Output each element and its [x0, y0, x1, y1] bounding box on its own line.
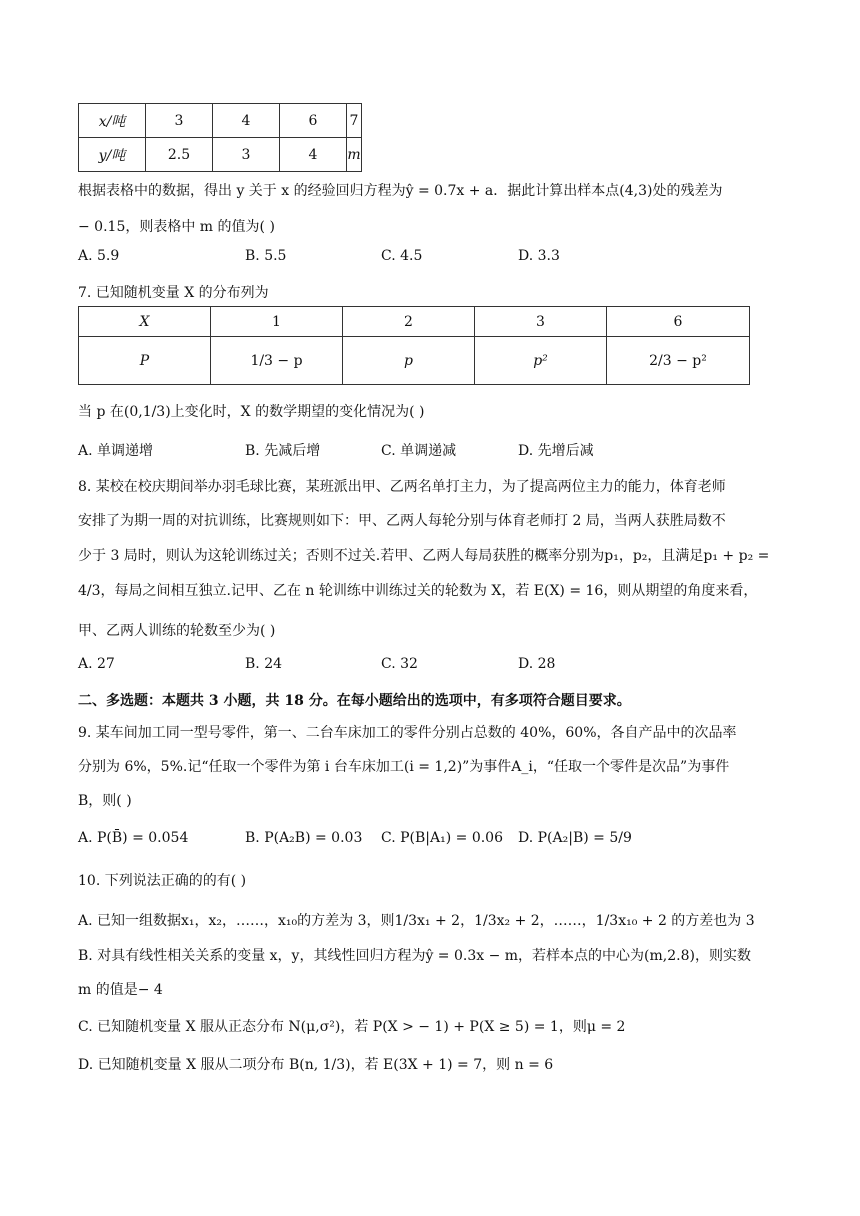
q8-line1: 8. 某校在校庆期间举办羽毛球比赛，某班派出甲、乙两名单打主力，为了提高两位主力的能力，体育老师 — [78, 479, 726, 495]
q6-option-b: B. 5.5 — [245, 248, 287, 264]
table-row — [79, 138, 362, 172]
table-cell: 1 — [211, 307, 343, 337]
table-cell: 3 — [475, 307, 607, 337]
q8-option-b: B. 24 — [245, 656, 283, 672]
q8-line3: 少于 3 局时，则认为这轮训练过关；否则不过关.若甲、乙两人每局获胜的概率分别为p₁，p₂，且满足p₁ + p₂ = — [78, 548, 770, 564]
q9-option-c: C. P(B|A₁) = 0.06 — [381, 830, 503, 846]
q7-option-c: C. 单调递减 — [381, 443, 457, 459]
q8-fraction: 4/3 — [78, 583, 101, 599]
table-cell: 3 — [146, 104, 213, 138]
q9-option-b: B. P(A₂B) = 0.03 — [245, 830, 363, 846]
q8-option-c: C. 32 — [381, 656, 418, 672]
section-heading: 二、多选题：本题共 3 小题，共 18 分。在每小题给出的选项中，有多项符合题目要求。 — [78, 693, 631, 709]
q7-option-d: D. 先增后减 — [518, 443, 594, 459]
q8-option-a: A. 27 — [78, 656, 115, 672]
q10-option-b-line1: B. 对具有线性相关关系的变量 x，y，其线性回归方程为ŷ = 0.3x − m，若样本点的中心为(m,2.8)，则实数 — [78, 948, 751, 964]
table-cell: 3 — [213, 138, 280, 172]
table-cell: 6 — [607, 307, 750, 337]
q9-line1: 9. 某车间加工同一型号零件，第一、二台车床加工的零件分别占总数的 40%，60%，各自产品中的次品率 — [78, 725, 737, 741]
table-cell: X — [79, 307, 211, 337]
table-row — [79, 307, 750, 337]
table-cell: 2/3 − p² — [607, 337, 750, 385]
q10-option-d: D. 已知随机变量 X 服从二项分布 B(n, 1/3)，若 E(3X + 1) = 7，则 n = 6 — [78, 1057, 554, 1073]
table-cell: 1/3 − p — [211, 337, 343, 385]
table-row — [79, 337, 750, 385]
q6-text-line1: 根据表格中的数据，得出 y 关于 x 的经验回归方程为ŷ = 0.7x + a．据此计算出样本点(4,3)处的残差为 — [78, 183, 723, 199]
table-cell: 2 — [343, 307, 475, 337]
q8-line2: 安排了为期一周的对抗训练，比赛规则如下：甲、乙两人每轮分别与体育老师打 2 局，当两人获胜局数不 — [78, 513, 726, 529]
q9-line3: B，则( ) — [78, 793, 132, 809]
table-cell: x/吨 — [79, 104, 146, 138]
table-cell: 4 — [280, 138, 347, 172]
q7-question — [78, 401, 424, 421]
q7-question-prefix: 当 p 在(0, — [78, 404, 143, 420]
table-cell: P — [79, 337, 211, 385]
q10-option-a: A. 已知一组数据x₁，x₂，……，x₁₀的方差为 3，则1/3x₁ + 2，1/3x₂ + 2，……，1/3x₁₀ + 2 的方差也为 3 — [78, 913, 755, 929]
table-cell: p — [343, 337, 475, 385]
table-cell: 4 — [213, 104, 280, 138]
q10-option-c: C. 已知随机变量 X 服从正态分布 N(μ,σ²)，若 P(X > − 1) + P(X ≥ 5) = 1，则μ = 2 — [78, 1019, 626, 1035]
q9-option-d: D. P(A₂|B) = 5/9 — [518, 830, 632, 846]
q6-option-c: C. 4.5 — [381, 248, 423, 264]
q7-option-a: A. 单调递增 — [78, 443, 154, 459]
q9-option-a: A. P(B̄) = 0.054 — [78, 830, 189, 846]
table-cell: p² — [475, 337, 607, 385]
q8-line4 — [78, 580, 757, 600]
table-cell: 2.5 — [146, 138, 213, 172]
data-table-xy — [78, 103, 362, 172]
q8-line5: 甲、乙两人训练的轮数至少为( ) — [78, 623, 276, 639]
table-cell: 6 — [280, 104, 347, 138]
table-row — [79, 104, 362, 138]
q7-stem: 7. 已知随机变量 X 的分布列为 — [78, 285, 269, 301]
table-cell: 7 — [347, 104, 362, 138]
q9-line2: 分别为 6%，5%.记“任取一个零件为第 i 台车床加工(i = 1,2)”为事件A_i，“任取一个零件是次品”为事件 — [78, 759, 730, 775]
q7-question-suffix: )上变化时，X 的数学期望的变化情况为( ) — [165, 404, 425, 420]
q7-option-b: B. 先减后增 — [245, 443, 321, 459]
table-cell: m — [347, 138, 362, 172]
q6-option-a: A. 5.9 — [78, 248, 120, 264]
q8-option-d: D. 28 — [518, 656, 556, 672]
q8-line4-text: ，每局之间相互独立.记甲、乙在 n 轮训练中训练过关的轮数为 X，若 E(X) = 16，则从期望的角度来看， — [100, 583, 758, 599]
distribution-table — [78, 306, 750, 385]
q10-stem: 10. 下列说法正确的的有( ) — [78, 873, 247, 889]
q6-option-d: D. 3.3 — [518, 248, 560, 264]
q7-question-fraction: 1/3 — [142, 404, 166, 420]
table-cell: y/吨 — [79, 138, 146, 172]
q6-text-line2: − 0.15，则表格中 m 的值为( ) — [78, 219, 275, 235]
q10-option-b-line2: m 的值是− 4 — [78, 982, 163, 998]
